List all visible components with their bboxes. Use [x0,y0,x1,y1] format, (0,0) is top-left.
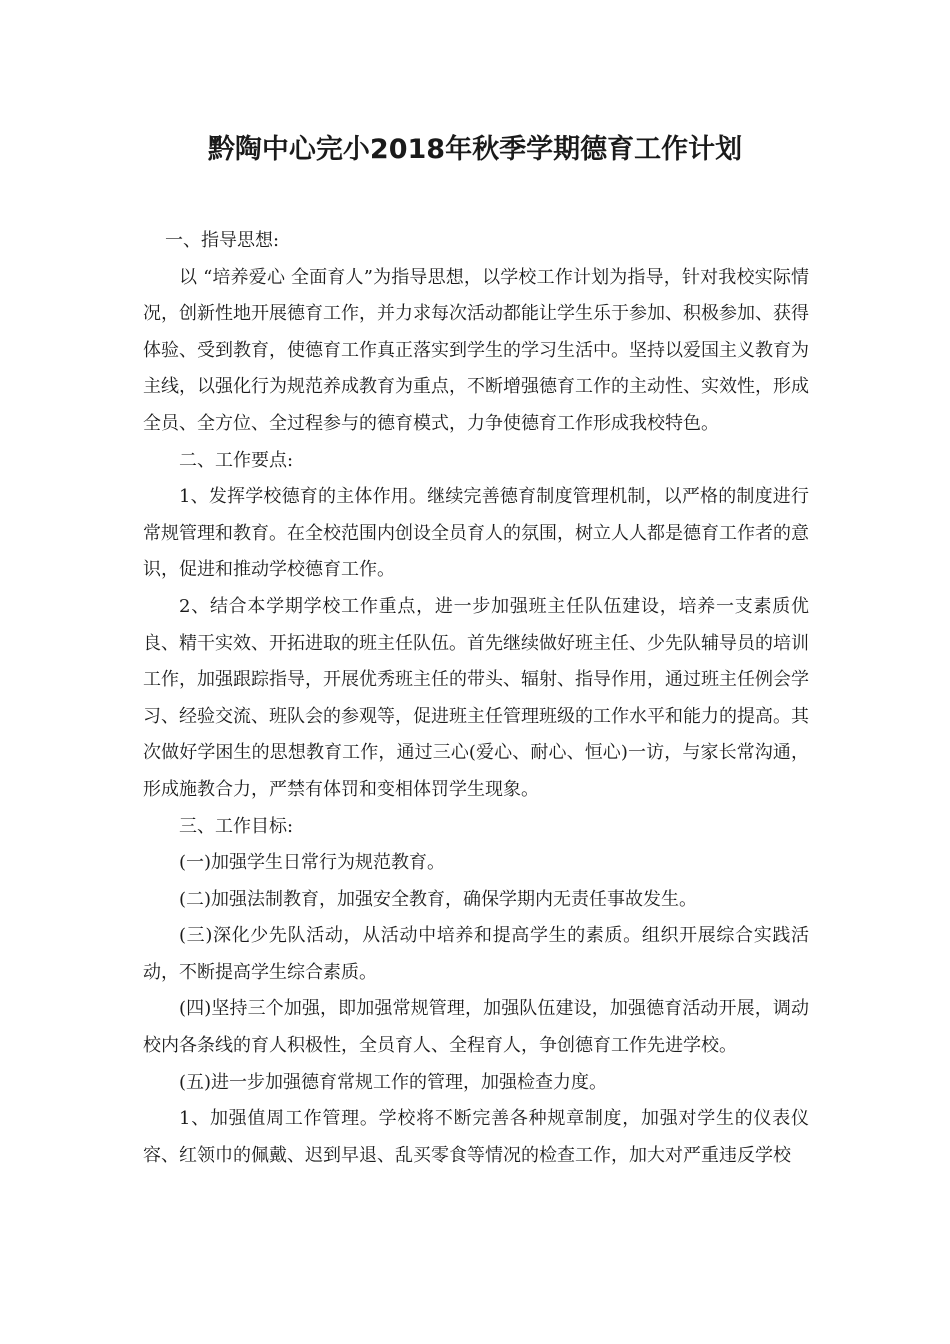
paragraph-work-point-2: 2、结合本学期学校工作重点，进一步加强班主任队伍建设，培养一支素质优良、精干实效、开拓进取的班主任队伍。首先继续做好班主任、少先队辅导员的培训工作，加强跟踪指导，开展优秀班主任的带头、辐射、指导作用，通过班主任例会学习、经验交流、班队会的参观等，促进班主任管理班级的工作水平和能力的提高。其次做好学困生的思想教育工作，通过三心(爱心、耐心、恒心)一访，与家长常沟通，形成施教合力，严禁有体罚和变相体罚学生现象。 [143,595,809,800]
paragraph-work-point-1: 1、发挥学校德育的主体作用。继续完善德育制度管理机制，以严格的制度进行常规管理和教育。在全校范围内创设全员育人的氛围，树立人人都是德育工作者的意识，促进和推动学校德育工作。 [143,486,809,581]
document-body [143,223,809,1174]
section-heading-work-goals: 三、工作目标: [179,815,294,837]
paragraph-goal-4: (四)坚持三个加强，即加强常规管理，加强队伍建设，加强德育活动开展，调动校内各条线的育人积极性，全员育人、全程育人，争创德育工作先进学校。 [143,998,809,1057]
paragraph-goal-1: (一)加强学生日常行为规范教育。 [179,852,446,874]
section-heading-guiding-ideology: 一、指导思想: [165,230,280,251]
paragraph-goal-3: (三)深化少先队活动，从活动中培养和提高学生的素质。组织开展综合实践活动，不断提高学生综合素质。 [143,925,809,983]
paragraph-guiding-ideology: 以 “培养爱心 全面育人”为指导思想，以学校工作计划为指导，针对我校实际情况，创新性地开展德育工作，并力求每次活动都能让学生乐于参加、积极参加、获得体验、受到教育，使德育工作真正落实到学生的学习生活中。坚持以爱国主义教育为主线，以强化行为规范养成教育为重点，不断增强德育工作的主动性、实效性，形成全员、全方位、全过程参与的德育模式，力争使德育工作形成我校特色。 [143,266,809,434]
paragraph-goal-2: (二)加强法制教育，加强安全教育，确保学期内无责任事故发生。 [179,888,698,910]
paragraph-duty-week: 1、加强值周工作管理。学校将不断完善各种规章制度，加强对学生的仪表仪容、红领巾的佩戴、迟到早退、乱买零食等情况的检查工作，加大对严重违反学校 [143,1108,809,1166]
document-title: 黔陶中心完小2018年秋季学期德育工作计划 [207,134,743,165]
paragraph-goal-5: (五)进一步加强德育常规工作的管理，加强检查力度。 [179,1071,608,1093]
section-heading-work-points: 二、工作要点: [179,449,294,471]
